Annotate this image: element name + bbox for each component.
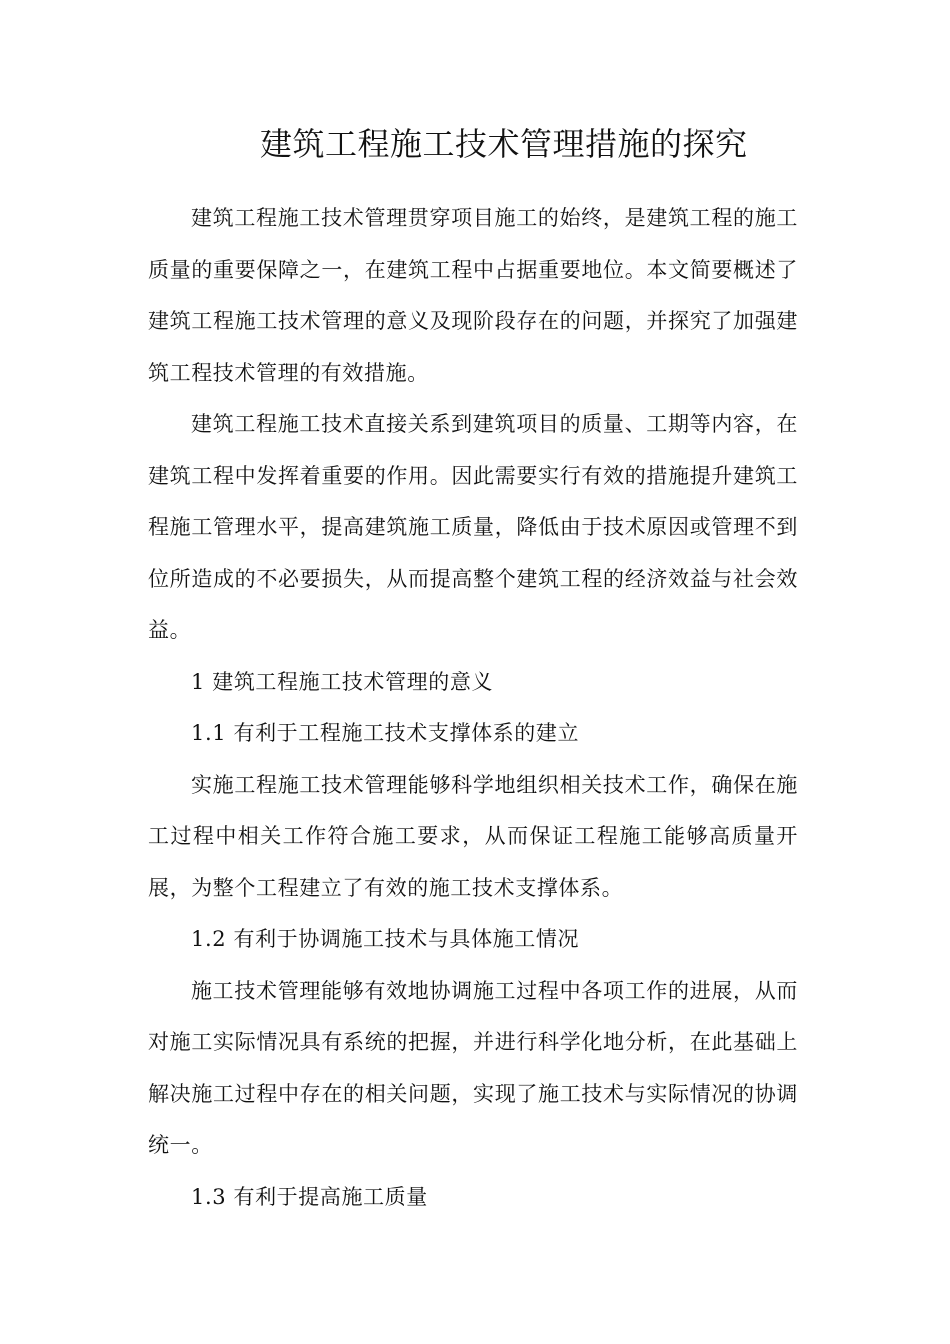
section-heading-1-3: 1.3 有利于提高施工质量 bbox=[191, 1184, 428, 1209]
document-body bbox=[148, 193, 798, 1223]
section-heading-1: 1 建筑工程施工技术管理的意义 bbox=[191, 669, 494, 694]
section-heading-1-2: 1.2 有利于协调施工技术与具体施工情况 bbox=[191, 927, 580, 951]
paragraph-1-2: 施工技术管理能够有效地协调施工过程中各项工作的进展，从而对施工实际情况具有系统的把握，并进行科学化地分析，在此基础上解决施工过程中存在的相关问题，实现了施工技术与实际情况的协调统一。 bbox=[148, 978, 798, 1157]
paragraph-abstract: 建筑工程施工技术管理贯穿项目施工的始终，是建筑工程的施工质量的重要保障之一，在建筑工程中占据重要地位。本文简要概述了建筑工程施工技术管理的意义及现阶段存在的问题，并探究了加强建筑工程技术管理的有效措施。 bbox=[148, 206, 798, 385]
section-heading-1-1: 1.1 有利于工程施工技术支撑体系的建立 bbox=[191, 721, 580, 745]
document-title: 建筑工程施工技术管理措施的探究 bbox=[260, 125, 748, 163]
paragraph-1-1: 实施工程施工技术管理能够科学地组织相关技术工作，确保在施工过程中相关工作符合施工要求，从而保证工程施工能够高质量开展，为整个工程建立了有效的施工技术支撑体系。 bbox=[148, 772, 798, 900]
paragraph-intro: 建筑工程施工技术直接关系到建筑项目的质量、工期等内容，在建筑工程中发挥着重要的作用。因此需要实行有效的措施提升建筑工程施工管理水平，提高建筑施工质量，降低由于技术原因或管理不到位所造成的不必要损失，从而提高整个建筑工程的经济效益与社会效益。 bbox=[148, 412, 798, 642]
